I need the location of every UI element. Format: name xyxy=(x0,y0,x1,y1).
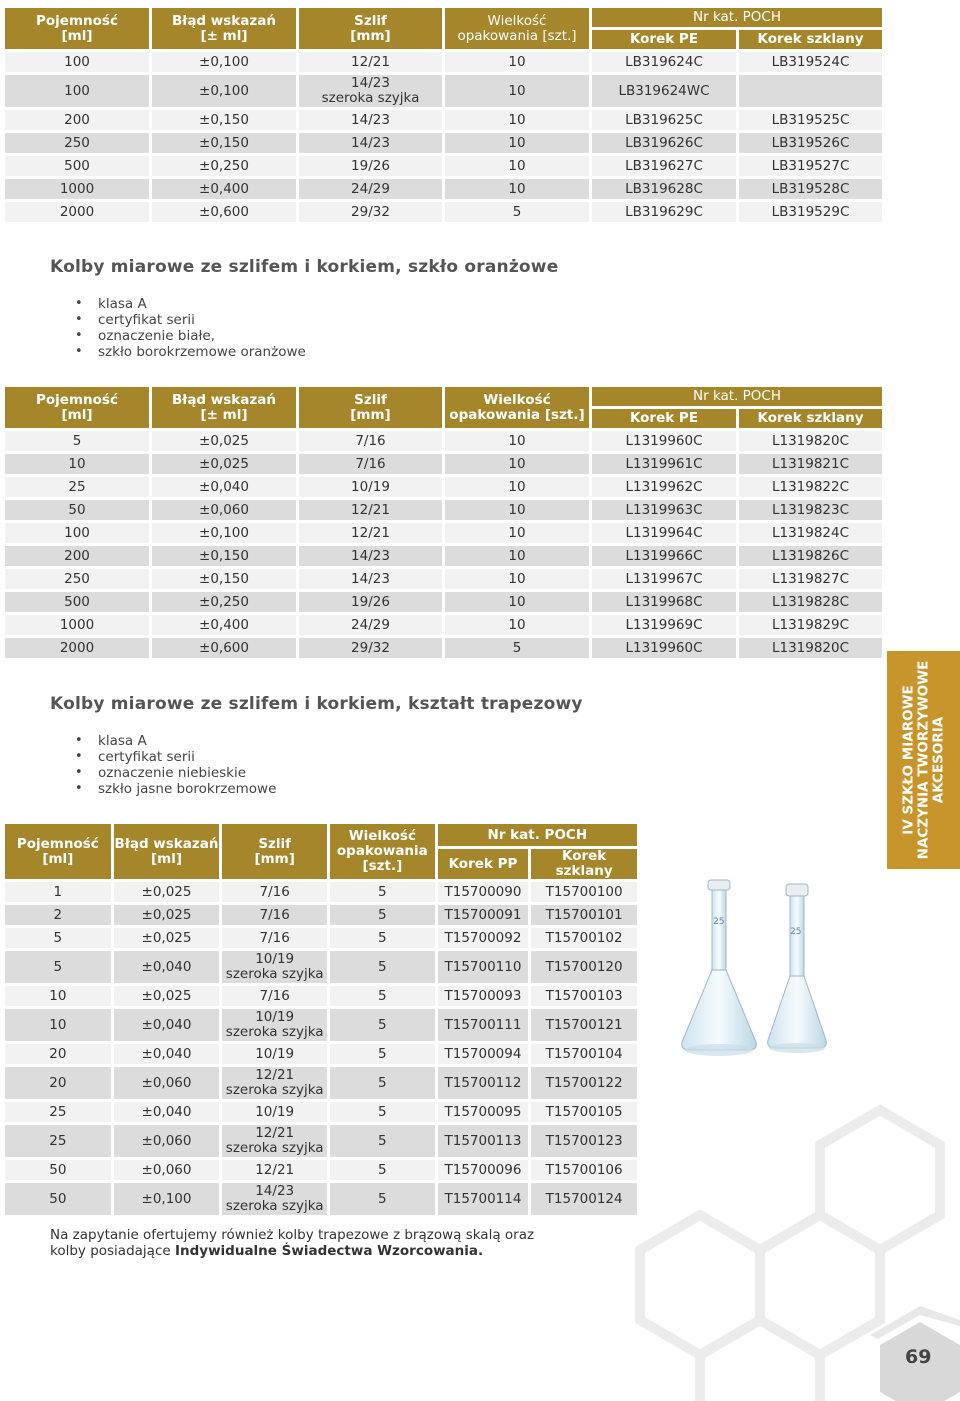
table-cell: 5 xyxy=(330,1067,435,1099)
table-cell: 2000 xyxy=(5,638,149,658)
table-cell: 50 xyxy=(5,1160,111,1180)
table-cell: T15700121 xyxy=(531,1009,637,1041)
table-cell: LB319625C xyxy=(592,110,736,130)
table-cell: T15700123 xyxy=(531,1125,637,1157)
table-cell: 25 xyxy=(5,1125,111,1157)
table-cell: 29/32 xyxy=(299,638,442,658)
table-cell: 2 xyxy=(5,905,111,925)
table-cell: L1319828C xyxy=(739,592,882,612)
table-cell: L1319964C xyxy=(592,523,736,543)
col-header-pojemnosc: Pojemność [ml] xyxy=(5,824,111,879)
table-cell: 100 xyxy=(5,52,149,72)
table-cell: ±0,040 xyxy=(114,1102,220,1122)
table-cell: ±0,250 xyxy=(152,156,296,176)
table-cell: T15700103 xyxy=(531,986,637,1006)
table-cell: 200 xyxy=(5,110,149,130)
table-row xyxy=(5,1009,637,1041)
table-cell: 5 xyxy=(330,1160,435,1180)
table-cell: L1319968C xyxy=(592,592,736,612)
table-cell: T15700106 xyxy=(531,1160,637,1180)
table-cell: L1319820C xyxy=(739,431,882,451)
table-cell: 10 xyxy=(445,546,589,566)
col-header-korek-pp: Korek PP xyxy=(438,849,529,879)
table-body xyxy=(5,882,637,1215)
table-cell: 14/23 xyxy=(299,569,442,589)
table-cell: T15700111 xyxy=(438,1009,529,1041)
col-header-nrkat: Nr kat. POCH xyxy=(592,8,882,27)
table-cell: L1319962C xyxy=(592,477,736,497)
col-header-nrkat: Nr kat. POCH xyxy=(438,824,637,846)
table-cell: LB319528C xyxy=(739,179,882,199)
table-cell: 7/16 xyxy=(222,882,327,902)
table-cell: 250 xyxy=(5,133,149,153)
table-cell: 500 xyxy=(5,592,149,612)
table-cell: 10 xyxy=(445,110,589,130)
table-cell: ±0,250 xyxy=(152,592,296,612)
footnote-line1: Na zapytanie ofertujemy również kolby trapezowe z brązową skalą oraz xyxy=(50,1227,535,1243)
table-cell: L1319822C xyxy=(739,477,882,497)
footnote-line2-bold: Indywidualne Świadectwa Wzorcowania. xyxy=(174,1243,484,1259)
table-cell: 5 xyxy=(330,1009,435,1041)
table-cell: LB319524C xyxy=(739,52,882,72)
table-cell: T15700102 xyxy=(531,928,637,948)
table-cell: 14/23 xyxy=(299,110,442,130)
table-cell: T15700096 xyxy=(438,1160,529,1180)
table-cell: 50 xyxy=(5,1183,111,1215)
flask-right-mark: 25 xyxy=(790,927,802,937)
table-cell: L1319826C xyxy=(739,546,882,566)
table-row xyxy=(5,179,882,199)
table-cell: ±0,600 xyxy=(152,202,296,222)
table-row xyxy=(5,1125,637,1157)
table-row xyxy=(5,1183,637,1215)
footnote-line2 xyxy=(50,1243,534,1259)
table-cell: T15700112 xyxy=(438,1067,529,1099)
table-cell: 12/21 szeroka szyjka xyxy=(222,1067,327,1099)
table-cell: 1000 xyxy=(5,615,149,635)
table-cell: ±0,040 xyxy=(114,1044,220,1064)
table-row xyxy=(5,523,882,543)
table-cell: L1319823C xyxy=(739,500,882,520)
table-cell: 5 xyxy=(330,951,435,983)
table-cell: T15700092 xyxy=(438,928,529,948)
table-cell: T15700090 xyxy=(438,882,529,902)
table-cell: ±0,025 xyxy=(152,431,296,451)
table-cell: L1319821C xyxy=(739,454,882,474)
table-cell: LB319527C xyxy=(739,156,882,176)
table-cell: 10 xyxy=(5,1009,111,1041)
table-cell: L1319960C xyxy=(592,638,736,658)
table-cell: 10 xyxy=(445,615,589,635)
table-row xyxy=(5,202,882,222)
table-cell: 5 xyxy=(330,882,435,902)
table-cell: ±0,025 xyxy=(114,928,220,948)
table-row xyxy=(5,110,882,130)
table-cell: 5 xyxy=(5,928,111,948)
table-cell: L1319820C xyxy=(739,638,882,658)
table-row xyxy=(5,546,882,566)
table-cell: 10 xyxy=(445,592,589,612)
table-cell: LB319525C xyxy=(739,110,882,130)
table-cell: 25 xyxy=(5,477,149,497)
table-cell: ±0,040 xyxy=(114,951,220,983)
table-cell: LB319628C xyxy=(592,179,736,199)
table-cell: 10 xyxy=(445,523,589,543)
table-cell: 7/16 xyxy=(222,928,327,948)
table-row xyxy=(5,156,882,176)
table-cell: L1319967C xyxy=(592,569,736,589)
table-cell: 14/23 xyxy=(299,133,442,153)
table-cell: LB319526C xyxy=(739,133,882,153)
table-cell: L1319827C xyxy=(739,569,882,589)
side-tab-line2: NACZYNIA TWORZYWOWE xyxy=(915,660,931,860)
table-cell: 10 xyxy=(445,75,589,107)
table-row xyxy=(5,951,637,983)
flasks-photo xyxy=(668,872,888,1062)
table-cell: 1 xyxy=(5,882,111,902)
col-header-korek-pe: Korek PE xyxy=(592,30,736,49)
table-cell: T15700094 xyxy=(438,1044,529,1064)
col-header-blad: Błąd wskazań [± ml] xyxy=(152,387,296,428)
table-cell: T15700093 xyxy=(438,986,529,1006)
table-cell: ±0,600 xyxy=(152,638,296,658)
col-header-blad: Błąd wskazań [ml] xyxy=(114,824,220,879)
table-cell: 5 xyxy=(330,1183,435,1215)
table-cell: 19/26 xyxy=(299,592,442,612)
table-cell: 10/19 szeroka szyjka xyxy=(222,1009,327,1041)
table-cell: 1000 xyxy=(5,179,149,199)
table-cell: 7/16 xyxy=(299,431,442,451)
col-header-korek-szklany: Korek szklany xyxy=(739,30,882,49)
table-cell: 100 xyxy=(5,75,149,107)
table-cell: T15700100 xyxy=(531,882,637,902)
table-cell: 12/21 xyxy=(299,523,442,543)
table-row xyxy=(5,615,882,635)
table-cell: 10 xyxy=(445,454,589,474)
table-cell: ±0,060 xyxy=(152,500,296,520)
table-cell: 10/19 xyxy=(299,477,442,497)
col-header-pojemnosc: Pojemność [ml] xyxy=(5,387,149,428)
table-cell: 5 xyxy=(330,1125,435,1157)
table-cell: 10 xyxy=(5,986,111,1006)
table-cell: LB319529C xyxy=(739,202,882,222)
table-cell: LB319629C xyxy=(592,202,736,222)
table-orange-flasks xyxy=(2,384,885,661)
table-cell: ±0,100 xyxy=(152,523,296,543)
col-header-nrkat: Nr kat. POCH xyxy=(592,387,882,406)
table-cell xyxy=(739,75,882,107)
table-row xyxy=(5,52,882,72)
table-cell: L1319961C xyxy=(592,454,736,474)
table-cell: 5 xyxy=(330,905,435,925)
table-cell: 10 xyxy=(445,179,589,199)
col-header-pojemnosc: Pojemność [ml] xyxy=(5,8,149,49)
table-cell: 14/23 szeroka szyjka xyxy=(222,1183,327,1215)
table-cell: 25 xyxy=(5,1102,111,1122)
table-cell: 10 xyxy=(445,52,589,72)
table-row xyxy=(5,500,882,520)
col-header-szlif: Szlif [mm] xyxy=(222,824,327,879)
table-cell: T15700104 xyxy=(531,1044,637,1064)
table-cell: T15700114 xyxy=(438,1183,529,1215)
table-row xyxy=(5,1067,637,1099)
table-cell: T15700101 xyxy=(531,905,637,925)
table-cell: 24/29 xyxy=(299,179,442,199)
table-cell: T15700113 xyxy=(438,1125,529,1157)
col-header-blad: Błąd wskazań [± ml] xyxy=(152,8,296,49)
table-cell: LB319624WC xyxy=(592,75,736,107)
table-cell: ±0,025 xyxy=(114,905,220,925)
chapter-side-tab-text xyxy=(901,655,946,865)
table-row xyxy=(5,431,882,451)
table-cell: 20 xyxy=(5,1067,111,1099)
table-cell: ±0,150 xyxy=(152,133,296,153)
col-header-szlif: Szlif [mm] xyxy=(299,8,442,49)
table-lb-flasks xyxy=(2,5,885,225)
table-cell: 19/26 xyxy=(299,156,442,176)
table-cell: ±0,150 xyxy=(152,110,296,130)
section-title-trapezoid: Kolby miarowe ze szlifem i korkiem, kształt trapezowy xyxy=(50,694,583,714)
table-cell: 10/19 szeroka szyjka xyxy=(222,951,327,983)
table-cell: ±0,060 xyxy=(114,1067,220,1099)
col-header-korek-pe: Korek PE xyxy=(592,409,736,428)
list-item: • szkło jasne borokrzemowe xyxy=(98,781,276,797)
table-row xyxy=(5,986,637,1006)
table-row xyxy=(5,133,882,153)
side-tab-line3: AKCESORIA xyxy=(930,716,946,804)
table-cell: ±0,025 xyxy=(114,986,220,1006)
table-cell: T15700091 xyxy=(438,905,529,925)
table-cell: ±0,025 xyxy=(114,882,220,902)
table-trapezoid-flasks xyxy=(2,821,640,1218)
table-cell: LB319624C xyxy=(592,52,736,72)
table-cell: 10 xyxy=(445,477,589,497)
table-row xyxy=(5,454,882,474)
list-item: • klasa A xyxy=(98,733,276,749)
table-row xyxy=(5,569,882,589)
table-cell: 7/16 xyxy=(299,454,442,474)
footnote xyxy=(50,1227,534,1259)
table-cell: L1319829C xyxy=(739,615,882,635)
table-cell: 10/19 xyxy=(222,1044,327,1064)
table-cell: 12/21 szeroka szyjka xyxy=(222,1125,327,1157)
table-cell: ±0,400 xyxy=(152,179,296,199)
table-cell: 10/19 xyxy=(222,1102,327,1122)
table-row xyxy=(5,905,637,925)
table-cell: 29/32 xyxy=(299,202,442,222)
table-row xyxy=(5,1044,637,1064)
table-cell: LB319627C xyxy=(592,156,736,176)
list-item: • certyfikat serii xyxy=(98,749,276,765)
table-cell: 14/23 xyxy=(299,546,442,566)
table-cell: 2000 xyxy=(5,202,149,222)
table-cell: 50 xyxy=(5,500,149,520)
flask-left-icon xyxy=(682,880,757,1056)
table-cell: 7/16 xyxy=(222,986,327,1006)
table-cell: LB319626C xyxy=(592,133,736,153)
table-cell: ±0,040 xyxy=(114,1009,220,1041)
table-cell: ±0,100 xyxy=(152,75,296,107)
table-cell: 250 xyxy=(5,569,149,589)
table-cell: L1319963C xyxy=(592,500,736,520)
table-cell: T15700122 xyxy=(531,1067,637,1099)
col-header-korek-szklany: Korek szklany xyxy=(531,849,637,879)
table-cell: 10 xyxy=(445,500,589,520)
flask-right-icon xyxy=(768,884,827,1053)
table-cell: 5 xyxy=(5,431,149,451)
table-body xyxy=(5,431,882,658)
table-cell: T15700095 xyxy=(438,1102,529,1122)
list-item: • certyfikat serii xyxy=(98,312,306,328)
table-cell: 24/29 xyxy=(299,615,442,635)
flask-left-mark: 25 xyxy=(713,917,725,927)
list-item: • oznaczenie niebieskie xyxy=(98,765,276,781)
table-cell: T15700120 xyxy=(531,951,637,983)
table-cell: ±0,100 xyxy=(152,52,296,72)
table-cell: 14/23 szeroka szyjka xyxy=(299,75,442,107)
table-cell: 12/21 xyxy=(222,1160,327,1180)
col-header-korek-szklany: Korek szklany xyxy=(739,409,882,428)
table-cell: ±0,400 xyxy=(152,615,296,635)
list-item: • szkło borokrzemowe oranżowe xyxy=(98,344,306,360)
table-row xyxy=(5,1160,637,1180)
table-cell: 10 xyxy=(5,454,149,474)
table-cell: 5 xyxy=(330,1102,435,1122)
table-cell: 10 xyxy=(445,569,589,589)
footnote-line2-text: kolby posiadające xyxy=(50,1243,175,1259)
table-cell: 100 xyxy=(5,523,149,543)
bullet-list-orange xyxy=(50,296,306,360)
table-cell: 10 xyxy=(445,156,589,176)
table-cell: L1319960C xyxy=(592,431,736,451)
table-cell: 10 xyxy=(445,431,589,451)
table-cell: 5 xyxy=(330,986,435,1006)
table-row xyxy=(5,75,882,107)
table-cell: 200 xyxy=(5,546,149,566)
table-cell: 5 xyxy=(445,638,589,658)
table-cell: L1319966C xyxy=(592,546,736,566)
table-row xyxy=(5,477,882,497)
table-cell: ±0,040 xyxy=(152,477,296,497)
table-row xyxy=(5,882,637,902)
col-header-wielkosc: Wielkość opakowania [szt.] xyxy=(445,387,589,428)
table-cell: 500 xyxy=(5,156,149,176)
table-cell: 10 xyxy=(445,133,589,153)
table-cell: 7/16 xyxy=(222,905,327,925)
table-cell: 5 xyxy=(330,928,435,948)
table-cell: L1319824C xyxy=(739,523,882,543)
table-row xyxy=(5,638,882,658)
table-body xyxy=(5,52,882,222)
table-row xyxy=(5,592,882,612)
table-row xyxy=(5,928,637,948)
table-row xyxy=(5,1102,637,1122)
table-cell: ±0,100 xyxy=(114,1183,220,1215)
list-item: • oznaczenie białe, xyxy=(98,328,306,344)
page-number: 69 xyxy=(905,1346,932,1368)
table-cell: T15700110 xyxy=(438,951,529,983)
table-cell: 12/21 xyxy=(299,52,442,72)
table-cell: ±0,150 xyxy=(152,569,296,589)
table-cell: 5 xyxy=(5,951,111,983)
table-cell: L1319969C xyxy=(592,615,736,635)
table-cell: 12/21 xyxy=(299,500,442,520)
table-cell: 5 xyxy=(330,1044,435,1064)
table-cell: ±0,025 xyxy=(152,454,296,474)
chapter-side-tab[interactable] xyxy=(887,651,960,869)
bullet-list-trapezoid xyxy=(50,733,276,797)
table-cell: 20 xyxy=(5,1044,111,1064)
col-header-szlif: Szlif [mm] xyxy=(299,387,442,428)
list-item: • klasa A xyxy=(98,296,306,312)
table-cell: ±0,150 xyxy=(152,546,296,566)
table-cell: ±0,060 xyxy=(114,1125,220,1157)
col-header-wielkosc: Wielkość opakowania [szt.] xyxy=(445,8,589,49)
section-title-orange: Kolby miarowe ze szlifem i korkiem, szkło oranżowe xyxy=(50,257,559,277)
table-cell: ±0,060 xyxy=(114,1160,220,1180)
col-header-wielkosc: Wielkość opakowania [szt.] xyxy=(330,824,435,879)
table-cell: 5 xyxy=(445,202,589,222)
table-cell: T15700105 xyxy=(531,1102,637,1122)
side-tab-line1: IV SZKŁO MIAROWE xyxy=(900,685,916,835)
table-cell: T15700124 xyxy=(531,1183,637,1215)
